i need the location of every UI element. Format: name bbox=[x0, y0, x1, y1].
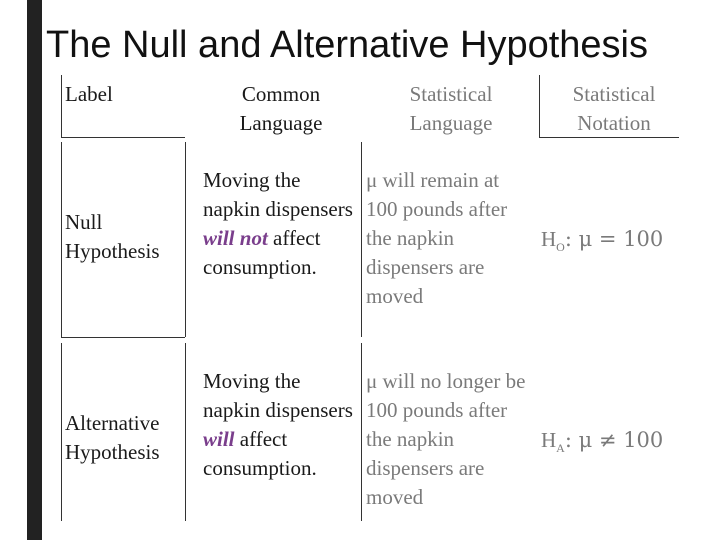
alt-notation-rest: : μ ≠ 100 bbox=[564, 428, 664, 452]
header-underline-label bbox=[61, 137, 185, 138]
left-accent-bar bbox=[27, 0, 42, 540]
alt-common-text-post: affect consumption. bbox=[203, 427, 317, 480]
alt-common-text-pre: Moving the napkin dispensers bbox=[203, 369, 353, 422]
alt-statistical-notation bbox=[541, 426, 679, 463]
null-statistical-notation bbox=[541, 225, 679, 262]
header-label: Label bbox=[65, 82, 113, 106]
divider-common-null bbox=[361, 142, 362, 337]
null-notation-subscript: O bbox=[556, 240, 565, 255]
null-common-text-pre: Moving the napkin dispensers bbox=[203, 168, 353, 221]
hypothesis-table bbox=[61, 75, 679, 521]
null-statistical-language: μ will remain at 100 pounds after the napkin dispensers are moved bbox=[366, 168, 508, 308]
row-separator-label bbox=[61, 337, 185, 338]
divider-left-alt bbox=[61, 343, 62, 521]
alternative-hypothesis-label: Alternative Hypothesis bbox=[65, 411, 160, 464]
alt-statistical-language: μ will no longer be 100 pounds after the napkin dispensers are moved bbox=[366, 369, 526, 509]
null-emphasis-will: will bbox=[203, 226, 235, 250]
alt-notation-symbol: H bbox=[541, 428, 557, 452]
header-common-language: Common Language bbox=[239, 82, 323, 135]
null-common-text-post: affect consumption. bbox=[203, 226, 321, 279]
divider-left-header bbox=[61, 75, 62, 137]
divider-common-alt bbox=[361, 343, 362, 521]
alt-common-language bbox=[203, 367, 359, 483]
divider-left-null bbox=[61, 142, 62, 337]
slide-title: The Null and Alternative Hypothesis bbox=[46, 24, 648, 66]
null-notation-rest: : μ = 100 bbox=[564, 227, 664, 251]
header-underline-notation bbox=[539, 137, 679, 138]
null-notation-symbol: H bbox=[541, 227, 557, 251]
null-emphasis-not: not bbox=[239, 226, 268, 250]
null-common-language bbox=[203, 166, 359, 282]
divider-label-null bbox=[185, 142, 186, 337]
divider-notation-header bbox=[539, 75, 540, 137]
divider-label-alt bbox=[185, 343, 186, 521]
alt-emphasis-will: will bbox=[203, 427, 235, 451]
header-statistical-language: Statistical Language bbox=[409, 82, 493, 135]
header-statistical-notation: Statistical Notation bbox=[572, 82, 656, 135]
null-hypothesis-label: Null Hypothesis bbox=[65, 210, 160, 263]
alt-notation-subscript: A bbox=[556, 441, 565, 456]
